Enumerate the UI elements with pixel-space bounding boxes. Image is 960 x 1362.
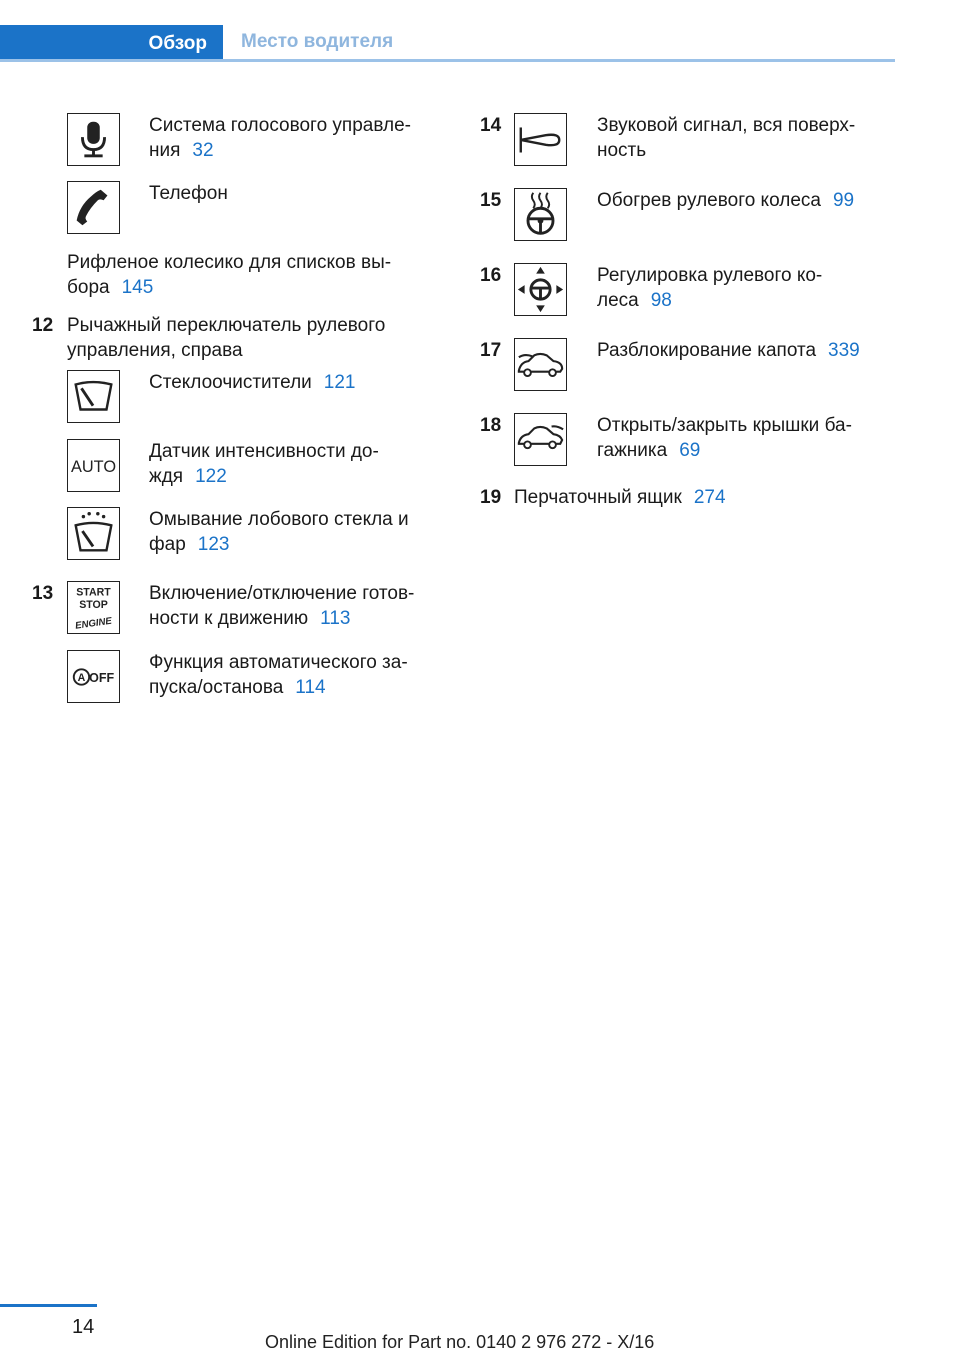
voice-label2: ния xyxy=(149,140,181,161)
item-number-12: 12 xyxy=(32,315,54,336)
item15-page-link[interactable]: 99 xyxy=(832,190,855,211)
autostop-text xyxy=(149,650,408,700)
autostop-label: Функция автоматического за- xyxy=(149,652,408,673)
item16-page-link[interactable]: 98 xyxy=(650,290,672,311)
item-16-text xyxy=(597,263,822,313)
item17-page-link[interactable]: 339 xyxy=(828,340,860,361)
hood-release-icon xyxy=(514,338,567,391)
edition-text: Online Edition for Part no. 0140 2 976 272 - X/16 xyxy=(265,1332,655,1352)
wipers-label: Стеклоочистители xyxy=(149,372,312,393)
start-text: START xyxy=(76,586,111,599)
off-text: OFF xyxy=(89,670,115,685)
steering-heat-icon xyxy=(514,188,567,241)
phone-icon xyxy=(67,181,120,234)
wiper-icon xyxy=(67,370,120,423)
item-18-text xyxy=(597,413,852,463)
item12-label2: управления, справа xyxy=(67,340,243,361)
microphone-icon xyxy=(67,113,120,166)
autostop-page-link[interactable]: 114 xyxy=(295,677,326,698)
item13-label2: ности к движению xyxy=(149,608,309,629)
item18-label: Открыть/закрыть крышки ба- xyxy=(597,415,852,436)
rain-page-link[interactable]: 122 xyxy=(195,466,227,487)
header-divider xyxy=(0,59,895,62)
page-number: 14 xyxy=(72,1316,95,1338)
item12-label: Рычажный переключатель рулевого xyxy=(67,315,386,336)
item-number-13: 13 xyxy=(32,583,54,604)
auto-start-stop-off-icon xyxy=(67,650,120,703)
item18-page-link[interactable]: 69 xyxy=(679,440,701,461)
rain-sensor-text xyxy=(149,439,379,489)
item-19-text xyxy=(514,485,726,510)
voice-control-text xyxy=(149,113,411,163)
header-bar xyxy=(0,25,895,62)
washer-page-link[interactable]: 123 xyxy=(197,534,230,555)
washer-label2: фар xyxy=(149,534,186,555)
tab-driver-seat[interactable]: Место водителя xyxy=(241,31,394,52)
washer-label: Омывание лобового стекла и xyxy=(149,509,409,530)
wipers-text xyxy=(149,370,355,395)
item16-label2: леса xyxy=(597,290,639,311)
washer-text xyxy=(149,507,409,557)
horn-icon xyxy=(514,113,567,166)
engine-text: ENGINE xyxy=(74,615,113,632)
rain-label2: ждя xyxy=(149,466,184,487)
wipers-page-link[interactable]: 121 xyxy=(323,372,356,393)
trunk-lid-icon xyxy=(514,413,567,466)
svg-text:A: A xyxy=(77,671,86,684)
item-14-text xyxy=(597,113,855,163)
item-number-19: 19 xyxy=(480,487,502,508)
phone-label: Телефон xyxy=(149,183,228,204)
item19-page-link[interactable]: 274 xyxy=(693,487,726,508)
steering-adjust-icon xyxy=(514,263,567,316)
item-12-text xyxy=(67,313,385,363)
item14-label: Звуковой сигнал, вся поверх- xyxy=(597,115,856,136)
voice-label: Система голосового управле- xyxy=(149,115,411,136)
item17-label: Разблокирование капота xyxy=(597,340,817,361)
thumbwheel-text xyxy=(67,250,391,300)
item19-label: Перчаточный ящик xyxy=(514,487,682,508)
start-stop-icon xyxy=(67,581,120,634)
item-15-text xyxy=(597,188,854,213)
item18-label2: гажника xyxy=(597,440,668,461)
item14-label2: ность xyxy=(597,140,647,161)
item-number-18: 18 xyxy=(480,415,502,436)
wheel-label2: бора xyxy=(67,277,110,298)
item-17-text xyxy=(597,338,860,363)
item13-page-link[interactable]: 113 xyxy=(320,608,351,629)
item15-label: Обогрев рулевого колеса xyxy=(597,190,821,211)
voice-page-link[interactable]: 32 xyxy=(192,140,214,161)
stop-text: STOP xyxy=(79,598,108,611)
item-number-14: 14 xyxy=(480,115,502,136)
item-13-text xyxy=(149,581,414,631)
item13-label: Включение/отключение готов- xyxy=(149,583,415,604)
autostop-label2: пуска/останова xyxy=(149,677,284,698)
washer-icon xyxy=(67,507,120,560)
wheel-page-link[interactable]: 145 xyxy=(121,277,154,298)
item-number-17: 17 xyxy=(480,340,502,361)
wheel-label: Рифленое колесико для списков вы- xyxy=(67,252,392,273)
footer-accent-line xyxy=(0,1304,97,1307)
phone-text xyxy=(149,181,228,206)
item16-label: Регулировка рулевого ко- xyxy=(597,265,823,286)
tab-overview[interactable]: Обзор xyxy=(0,25,223,62)
auto-icon-text: AUTO xyxy=(70,457,117,476)
auto-icon xyxy=(67,439,120,492)
item-number-15: 15 xyxy=(480,190,502,211)
rain-label: Датчик интенсивности до- xyxy=(149,441,379,462)
item-number-16: 16 xyxy=(480,265,502,286)
